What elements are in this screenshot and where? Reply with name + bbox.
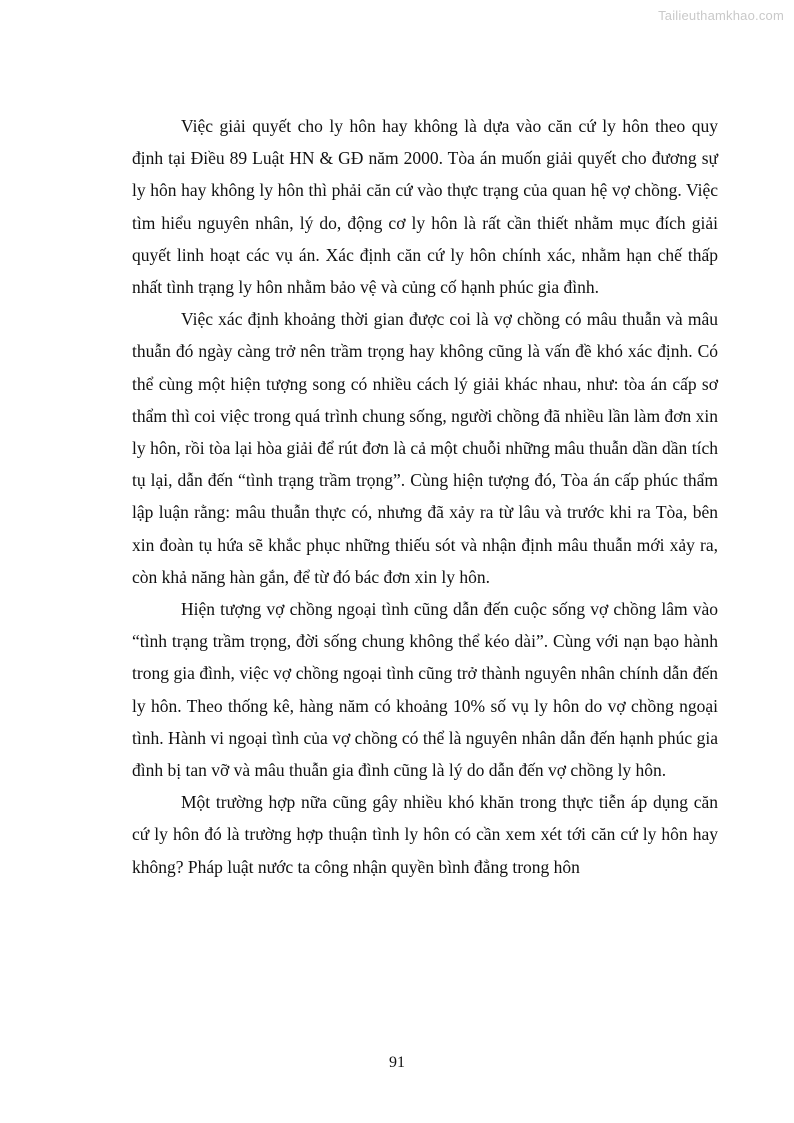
paragraph: Hiện tượng vợ chồng ngoại tình cũng dẫn đến cuộc sống vợ chồng lâm vào “tình trạng trầm trọng, đời sống chung không thể kéo dài”. Cùng với nạn bạo hành trong gia đình, việc vợ chồng ngoại tình cũng trở thành nguyên nhân chính dẫn đến ly hôn. Theo thống kê, hàng năm có khoảng 10% số vụ ly hôn do vợ chồng ngoại tình. Hành vi ngoại tình của vợ chồng có thể là nguyên nhân dẫn đến hạnh phúc gia đình bị tan vỡ và mâu thuẫn gia đình cũng là lý do dẫn đến vợ chồng ly hôn. bbox=[132, 599, 718, 781]
paragraph: Việc giải quyết cho ly hôn hay không là dựa vào căn cứ ly hôn theo quy định tại Điều 89 Luật HN & GĐ năm 2000. Tòa án muốn giải quyết cho đương sự ly hôn hay không ly hôn thì phải căn cứ vào thực trạng của quan hệ vợ chồng. Việc tìm hiểu nguyên nhân, lý do, động cơ ly hôn là rất cần thiết nhằm mục đích giải quyết linh hoạt các vụ án. Xác định căn cứ ly hôn chính xác, nhằm hạn chế thấp nhất tình trạng ly hôn nhằm bảo vệ và củng cố hạnh phúc gia đình. bbox=[132, 116, 718, 298]
paragraph: Việc xác định khoảng thời gian được coi là vợ chồng có mâu thuẫn và mâu thuẫn đó ngày càng trở nên trầm trọng hay không cũng là vấn đề khó xác định. Có thể cùng một hiện tượng song có nhiều cách lý giải khác nhau, như: tòa án cấp sơ thẩm thì coi việc trong quá trình chung sống, người chồng đã nhiều lần làm đơn xin ly hôn, rồi tòa lại hòa giải để rút đơn là cả một chuỗi những mâu thuẫn dần dần tích tụ lại, dẫn đến “tình trạng trầm trọng”. Cùng hiện tượng đó, Tòa án cấp phúc thẩm lập luận rằng: mâu thuẫn thực có, nhưng đã xảy ra từ lâu và trước khi ra Tòa, bên xin đoàn tụ hứa sẽ khắc phục những thiếu sót và nhận định mâu thuẫn mới xảy ra, còn khả năng hàn gắn, để từ đó bác đơn xin ly hôn. bbox=[132, 309, 718, 587]
paragraph: Một trường hợp nữa cũng gây nhiều khó khăn trong thực tiễn áp dụng căn cứ ly hôn đó là trường hợp thuận tình ly hôn có cần xem xét tới căn cứ ly hôn hay không? Pháp luật nước ta công nhận quyền bình đẳng trong hôn bbox=[132, 792, 718, 877]
page-number: 91 bbox=[389, 1054, 405, 1071]
document-body bbox=[132, 110, 718, 883]
watermark-text: Tailieuthamkhao.com bbox=[658, 8, 784, 23]
